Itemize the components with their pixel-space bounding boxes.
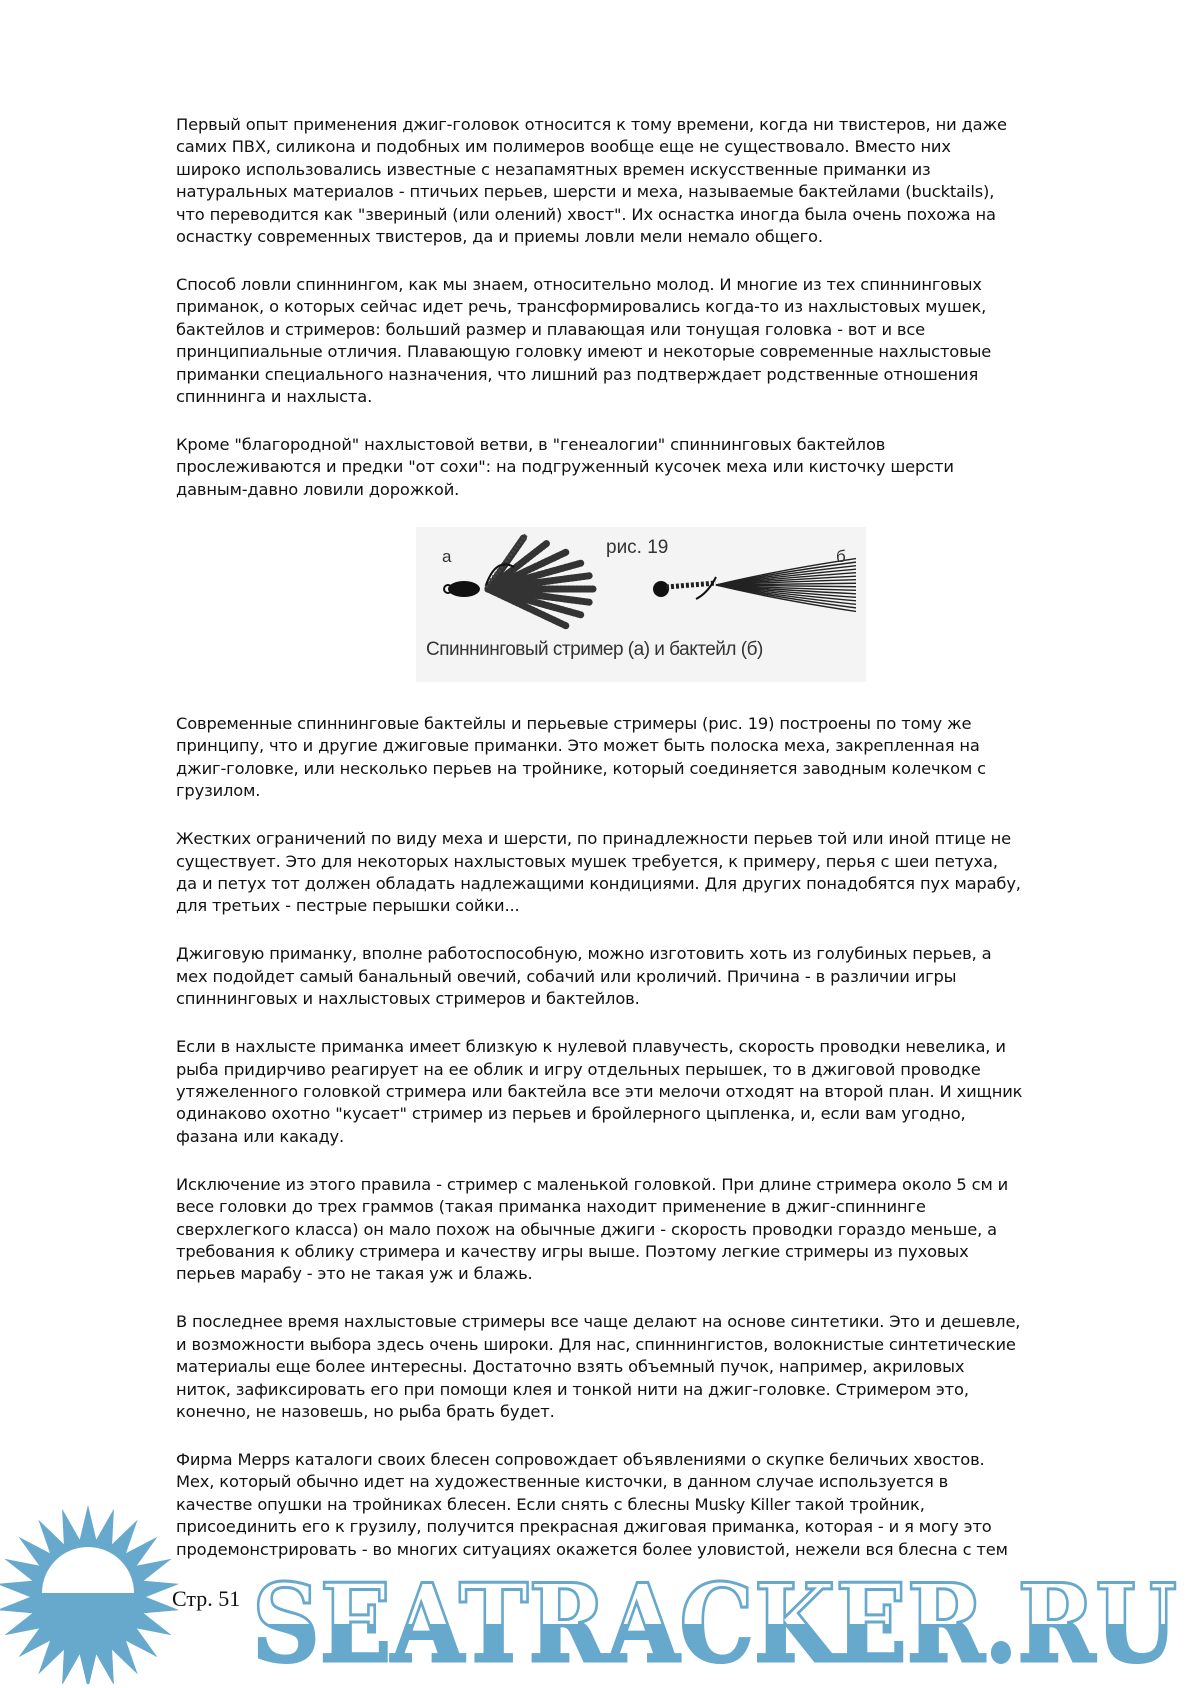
- text-line: бактейлов и стримеров: больший размер и плавающая или тонущая головка - вот и все: [176, 319, 926, 339]
- text-line: конечно, не назовешь, но рыба брать будет.: [176, 1402, 555, 1421]
- text-line: перьев марабу - это не такая уж и блажь.: [176, 1264, 533, 1284]
- figure-label-a: а: [442, 546, 452, 566]
- watermark-text: SEATRACKER.RU: [252, 1561, 1177, 1684]
- paragraph: [176, 1036, 1166, 1148]
- text-line: Жестких ограничений по виду меха и шерсти, по принадлежности перьев той или иной птице не: [176, 829, 1012, 849]
- text-line: спиннинговых и нахлыстовых стримеров и бактейлов.: [176, 989, 640, 1009]
- figure-title: рис. 19: [606, 536, 669, 558]
- text-line: Мех, который обычно идет на художественные кисточки, в данном случае используется в: [176, 1472, 949, 1492]
- bucktail-illustration: [653, 558, 856, 611]
- text-line: да и петух тот должен обладать надлежащими кондициями. Для других понадобятся пух марабу,: [176, 873, 1021, 893]
- text-line: широко использовались известные с незапамятных времен искусственные приманки из: [176, 159, 931, 179]
- text-line: для третьих - пестрые перышки сойки...: [176, 896, 520, 916]
- text-line: одинаково охотно "кусает" стример из перьев и бройлерного цыпленка, и, если вам угодно,: [176, 1104, 966, 1124]
- text-line: Исключение из этого правила - стример с маленькой головкой. При длине стримера около 5 см и: [176, 1174, 1009, 1194]
- text-line: и возможности выбора здесь очень широки. Для нас, спиннингистов, волокнистые синтетические: [176, 1334, 1016, 1354]
- text-line: Первый опыт применения джиг-головок относится к тому времени, когда ни твистеров, ни даже: [176, 115, 1007, 134]
- text-line: мех подойдет самый банальный овечий, собачий или кроличий. Причина - в различии игры: [176, 966, 957, 986]
- text-line: прослеживаются и предки "от сохи": на подгруженный кусочек меха или кисточку шерсти: [176, 457, 954, 477]
- text-line: Если в нахлысте приманка имеет близкую к нулевой плавучесть, скорость проводки невелика, и: [176, 1037, 1006, 1057]
- text-line: существует. Это для некоторых нахлыстовых мушек требуется, к примеру, перья с шеи петуха,: [176, 851, 998, 871]
- text-line: В последнее время нахлыстовые стримеры все чаще делают на основе синтетики. Это и дешевле,: [176, 1312, 1021, 1332]
- paragraph: [176, 114, 1166, 248]
- figure-caption: Спиннинговый стример (а) и бактейл (б): [426, 638, 763, 660]
- text-line: давным-давно ловили дорожкой.: [176, 479, 460, 499]
- text-line: принципиальные отличия. Плавающую головку имеют и некоторые современные нахлыстовые: [176, 342, 992, 362]
- text-line: приманки специального назначения, что лишний раз подтверждает родственные отношения: [176, 364, 979, 384]
- text-line: спиннинга и нахлыста.: [176, 387, 373, 407]
- text-line: Фирма Mepps каталоги своих блесен сопровождает объявлениями о скупке беличьих хвостов.: [176, 1450, 985, 1469]
- text-line: грузилом.: [176, 781, 261, 801]
- figure-label-b: б: [836, 546, 846, 566]
- sun-icon: [0, 1505, 179, 1684]
- text-line: качестве опушки на тройниках блесен. Если снять с блесны Musky Killer такой тройник,: [176, 1494, 925, 1514]
- text-line: принципу, что и другие джиговые приманки. Это может быть полоска меха, закрепленная на: [176, 736, 980, 756]
- text-line: утяжеленного головкой стримера или бактейла все эти мелочи отходят на второй план. И хищник: [176, 1081, 1023, 1101]
- text-line: продемонстрировать - во многих ситуациях окажется более уловистой, нежели вся блесна с тем: [176, 1539, 1008, 1559]
- text-line: рыба придирчиво реагирует на ее облик и игру отдельных перышек, то в джиговой проводке: [176, 1059, 981, 1079]
- text-line: присоединить его к грузилу, получится прекрасная джиговая приманка, которая - и я могу это: [176, 1517, 992, 1537]
- paragraph: [176, 1311, 1166, 1423]
- text-line: джиг-головке, или несколько перьев на тройнике, который соединяется заводным колечком с: [176, 758, 986, 778]
- page-number: Стр. 51: [172, 1586, 241, 1611]
- paragraph: [176, 1174, 1166, 1286]
- paragraph: [176, 828, 1166, 918]
- text-line: Способ ловли спиннингом, как мы знаем, относительно молод. И многие из тех спиннинговых: [176, 275, 982, 295]
- text-line: Современные спиннинговые бактейлы и перьевые стримеры (рис. 19) построены по тому же: [176, 713, 972, 733]
- text-line: весе головки до трех граммов (такая приманка находит применение в джиг-спиннинге: [176, 1197, 926, 1217]
- figure-19: [416, 527, 866, 682]
- text-line: Джиговую приманку, вполне работоспособную, можно изготовить хоть из голубиных перьев, а: [176, 944, 992, 964]
- paragraph: [176, 274, 1166, 408]
- paragraph: [176, 434, 1166, 501]
- text-line: сверхлегкого класса) он мало похож на обычные джиги - скорость проводки гораздо меньше, а: [176, 1219, 997, 1239]
- paragraph: [176, 943, 1166, 1010]
- text-line: фазана или какаду.: [176, 1126, 345, 1146]
- text-line: требования к облику стримера и качеству игры выше. Поэтому легкие стримеры из пуховых: [176, 1241, 969, 1261]
- text-line: самих ПВХ, силикона и подобных им полимеров вообще еще не существовало. Вместо них: [176, 137, 951, 157]
- text-line: оснастку современных твистеров, да и приемы ловли мели немало общего.: [176, 227, 823, 247]
- text-line: Кроме "благородной" нахлыстовой ветви, в "генеалогии" спиннинговых бактейлов: [176, 435, 886, 455]
- text-line: приманок, о которых сейчас идет речь, трансформировались когда-то из нахлыстовых мушек,: [176, 297, 987, 317]
- text-line: натуральных материалов - птичьих перьев, шерсти и меха, называемые бактейлами (bucktails),: [176, 182, 995, 202]
- text-line: ниток, зафиксировать его при помощи клея и тонкой нити на джиг-головке. Стримером это,: [176, 1379, 969, 1399]
- paragraph: [176, 713, 1166, 803]
- document-body: [176, 114, 1166, 1587]
- text-line: материалы еще более интересны. Достаточно взять объемный пучок, например, акриловых: [176, 1357, 965, 1377]
- text-line: что переводится как "звериный (или олений) хвост". Их оснастка иногда была очень похожа на: [176, 204, 996, 224]
- streamer-illustration: [444, 535, 593, 626]
